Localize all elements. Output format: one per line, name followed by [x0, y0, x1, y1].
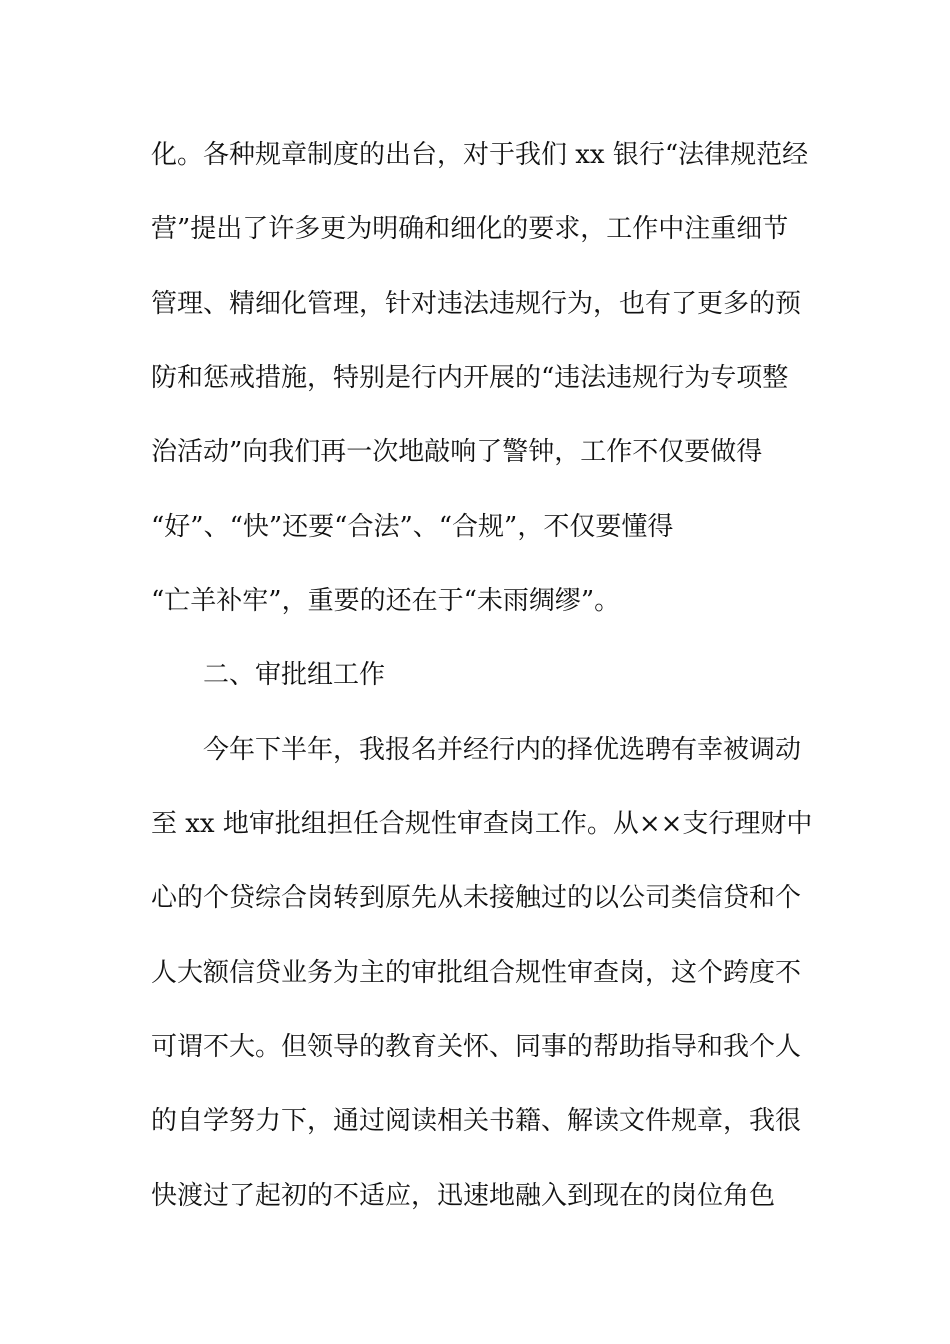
body-text-line: 的自学努力下，通过阅读相关书籍、解读文件规章，我很 — [151, 1106, 802, 1136]
body-text-line: 人大额信贷业务为主的审批组合规性审查岗，这个跨度不 — [151, 958, 802, 988]
body-text-line: 至 xx 地审批组担任合规性审查岗工作。从××支行理财中 — [151, 809, 813, 839]
body-text-line: 治活动”向我们再一次地敲响了警钟，工作不仅要做得 — [151, 437, 763, 467]
body-text-line: 化。各种规章制度的出台，对于我们 xx 银行“法律规范经 — [151, 140, 809, 170]
body-text-line: “好”、“快”还要“合法”、“合规”，不仅要懂得 — [151, 512, 674, 542]
body-text-line: 防和惩戒措施，特别是行内开展的“违法违规行为专项整 — [151, 363, 789, 393]
body-text-line: 可谓不大。但领导的教育关怀、同事的帮助指导和我个人 — [151, 1032, 802, 1062]
body-text-line: “亡羊补牢”，重要的还在于“未雨绸缪”。 — [151, 586, 621, 616]
section-heading: 二、审批组工作 — [203, 660, 386, 690]
body-text-line: 心的个贷综合岗转到原先从未接触过的以公司类信贷和个 — [151, 883, 802, 913]
body-text-line: 营”提出了许多更为明确和细化的要求，工作中注重细节 — [151, 214, 789, 244]
body-text-line: 管理、精细化管理，针对违法违规行为，也有了更多的预 — [151, 289, 802, 319]
body-text-line: 快渡过了起初的不适应，迅速地融入到现在的岗位角色 — [151, 1181, 776, 1211]
paragraph-first-line: 今年下半年，我报名并经行内的择优选聘有幸被调动 — [203, 735, 802, 765]
